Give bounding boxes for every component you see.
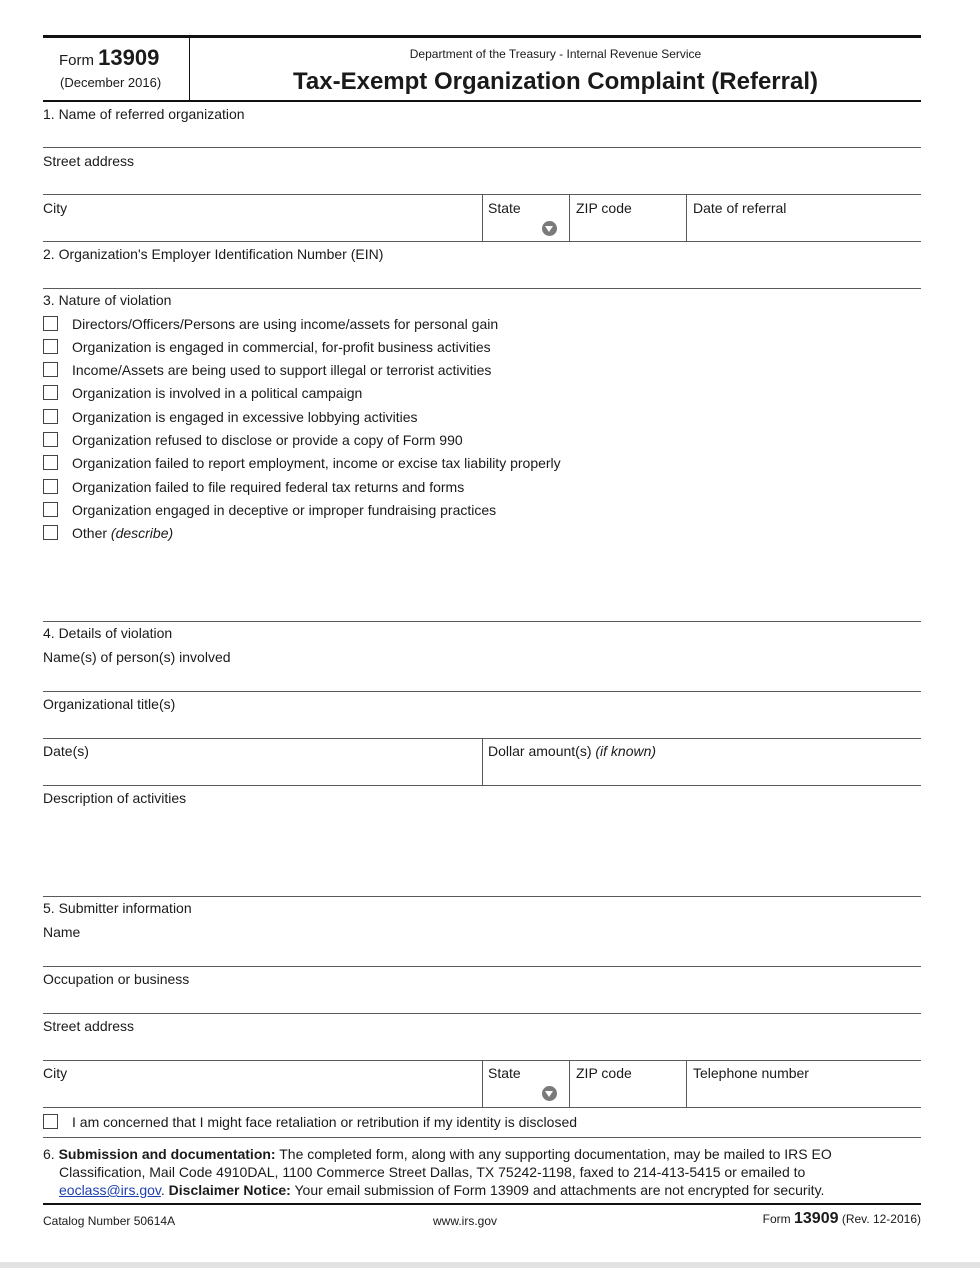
form-word: Form [59, 52, 94, 69]
violation-option-2: Organization is engaged in commercial, for-profit business activities [72, 339, 491, 355]
telephone-field[interactable] [688, 1083, 920, 1105]
violation-checkbox-6[interactable] [43, 432, 58, 447]
submitter-street-label: Street address [43, 1018, 135, 1034]
retaliation-label: I am concerned that I might face retaliation or retribution if my identity is disclosed [72, 1114, 578, 1130]
rule-org-name [43, 147, 921, 148]
org-name-field[interactable] [43, 124, 921, 146]
rule-submitter-name [43, 966, 921, 967]
rule-description [43, 896, 921, 897]
violation-option-6: Organization refused to disclose or provide a copy of Form 990 [72, 432, 463, 448]
occupation-label: Occupation or business [43, 971, 190, 987]
violation-checkbox-9[interactable] [43, 502, 58, 517]
violation-option-1: Directors/Officers/Persons are using income/assets for personal gain [72, 316, 499, 332]
footer-revision: (Rev. 12-2016) [841, 1212, 921, 1226]
rule-dates [43, 785, 921, 786]
submitter-city-label: City [43, 1065, 68, 1081]
description-of-activities-field[interactable] [43, 809, 921, 894]
submitter-state-zip-divider [569, 1060, 570, 1107]
description-of-activities-label: Description of activities [43, 790, 187, 806]
rule-retaliation [43, 1137, 921, 1138]
form-number: 13909 [98, 45, 160, 70]
other-label: Other [72, 525, 108, 541]
zip-label: ZIP code [576, 200, 632, 216]
violation-option-4: Organization is involved in a political campaign [72, 385, 363, 401]
footer-form-number: 13909 [794, 1210, 839, 1227]
rule-nature [43, 621, 921, 622]
submitter-zip-field[interactable] [571, 1083, 685, 1105]
submission-text-2: . [160, 1182, 169, 1198]
email-link[interactable]: eoclass@irs.gov [59, 1182, 161, 1198]
violation-checkbox-2[interactable] [43, 339, 58, 354]
date-of-referral-field[interactable] [688, 218, 920, 240]
submission-text: The completed form, along with any supporting documentation, may be mailed to IRS EO Classification, Mail Code 4910DAL, 1100 Commerce Street Dallas, TX 75242-1198, faxed to 214-413-5415 or emailed to [59, 1146, 832, 1180]
retaliation-checkbox[interactable] [43, 1114, 58, 1129]
violation-option-8: Organization failed to file required federal tax returns and forms [72, 479, 465, 495]
form-date: (December 2016) [60, 75, 162, 90]
footer-rule [43, 1203, 921, 1205]
form-title: Tax-Exempt Organization Complaint (Referral) [293, 68, 818, 95]
submitter-information-title: 5. Submitter information [43, 900, 192, 916]
submitter-zip-phone-divider [686, 1060, 687, 1107]
street-address-label: Street address [43, 153, 135, 169]
submitter-street-field[interactable] [43, 1036, 921, 1058]
violation-option-5: Organization is engaged in excessive lobbying activities [72, 409, 418, 425]
persons-involved-label: Name(s) of person(s) involved [43, 649, 231, 665]
ein-field[interactable] [43, 264, 921, 286]
organizational-titles-field[interactable] [43, 714, 921, 736]
ein-label: 2. Organization's Employer Identification Number (EIN) [43, 246, 384, 262]
violation-option-other [72, 525, 173, 541]
violation-checkbox-other[interactable] [43, 525, 58, 540]
rule-occupation [43, 1013, 921, 1014]
dates-label: Date(s) [43, 743, 89, 759]
dates-dollar-divider [482, 738, 483, 785]
catalog-number: Catalog Number 50614A [43, 1214, 176, 1228]
city-field[interactable] [43, 218, 481, 240]
dollar-amount-label [488, 743, 656, 759]
footer-form-id [763, 1209, 921, 1229]
zip-date-divider [686, 194, 687, 241]
submission-paragraph [43, 1145, 909, 1199]
dollar-amount-text: Dollar amount(s) [488, 743, 592, 759]
submitter-city-field[interactable] [43, 1083, 481, 1105]
violation-checkbox-8[interactable] [43, 479, 58, 494]
violation-checkbox-7[interactable] [43, 455, 58, 470]
dates-field[interactable] [43, 761, 481, 783]
details-of-violation-title: 4. Details of violation [43, 625, 173, 641]
form-number-block [59, 46, 159, 73]
submitter-state-label: State [488, 1065, 521, 1081]
city-label: City [43, 200, 68, 216]
submitter-state-dropdown-icon[interactable] [542, 1086, 557, 1101]
other-hint: (describe) [110, 525, 174, 541]
dollar-amount-hint: (if known) [595, 743, 657, 759]
telephone-label: Telephone number [693, 1065, 809, 1081]
rule-submitter-city [43, 1107, 921, 1108]
zip-field[interactable] [571, 218, 685, 240]
street-address-field[interactable] [43, 171, 921, 193]
state-zip-divider [569, 194, 570, 241]
date-of-referral-label: Date of referral [693, 200, 787, 216]
city-state-divider [482, 194, 483, 241]
disclaimer-text: Your email submission of Form 13909 and attachments are not encrypted for security. [290, 1182, 825, 1198]
rule-city [43, 241, 921, 242]
submission-number: 6. [43, 1146, 55, 1162]
state-dropdown-icon[interactable] [542, 221, 557, 236]
disclaimer-heading: Disclaimer Notice: [168, 1182, 291, 1198]
occupation-field[interactable] [43, 989, 921, 1011]
submitter-zip-label: ZIP code [576, 1065, 632, 1081]
submitter-city-state-divider [482, 1060, 483, 1107]
violation-checkbox-1[interactable] [43, 316, 58, 331]
footer-form-word: Form [762, 1212, 791, 1226]
violation-option-9: Organization engaged in deceptive or improper fundraising practices [72, 502, 497, 518]
violation-option-3: Income/Assets are being used to support illegal or terrorist activities [72, 362, 492, 378]
submitter-name-label: Name [43, 924, 81, 940]
website: www.irs.gov [432, 1214, 497, 1228]
violation-checkbox-4[interactable] [43, 385, 58, 400]
agency-name: Department of the Treasury - Internal Revenue Service [409, 47, 702, 61]
page-bottom-background [0, 1262, 980, 1268]
nature-of-violation-title: 3. Nature of violation [43, 292, 172, 308]
rule-ein [43, 288, 921, 289]
violation-option-7: Organization failed to report employment, income or excise tax liability properly [72, 455, 561, 471]
dollar-amount-field[interactable] [484, 761, 920, 783]
state-label: State [488, 200, 521, 216]
rule-persons [43, 691, 921, 692]
header-bottom-rule [43, 100, 921, 102]
org-name-label: 1. Name of referred organization [43, 106, 245, 122]
persons-involved-field[interactable] [43, 667, 921, 689]
organizational-titles-label: Organizational title(s) [43, 696, 176, 712]
submitter-name-field[interactable] [43, 942, 921, 964]
submission-heading: Submission and documentation: [58, 1146, 276, 1162]
other-description-field[interactable] [72, 545, 920, 619]
violation-checkbox-5[interactable] [43, 409, 58, 424]
violation-checkbox-3[interactable] [43, 362, 58, 377]
header-top-rule [43, 35, 921, 38]
